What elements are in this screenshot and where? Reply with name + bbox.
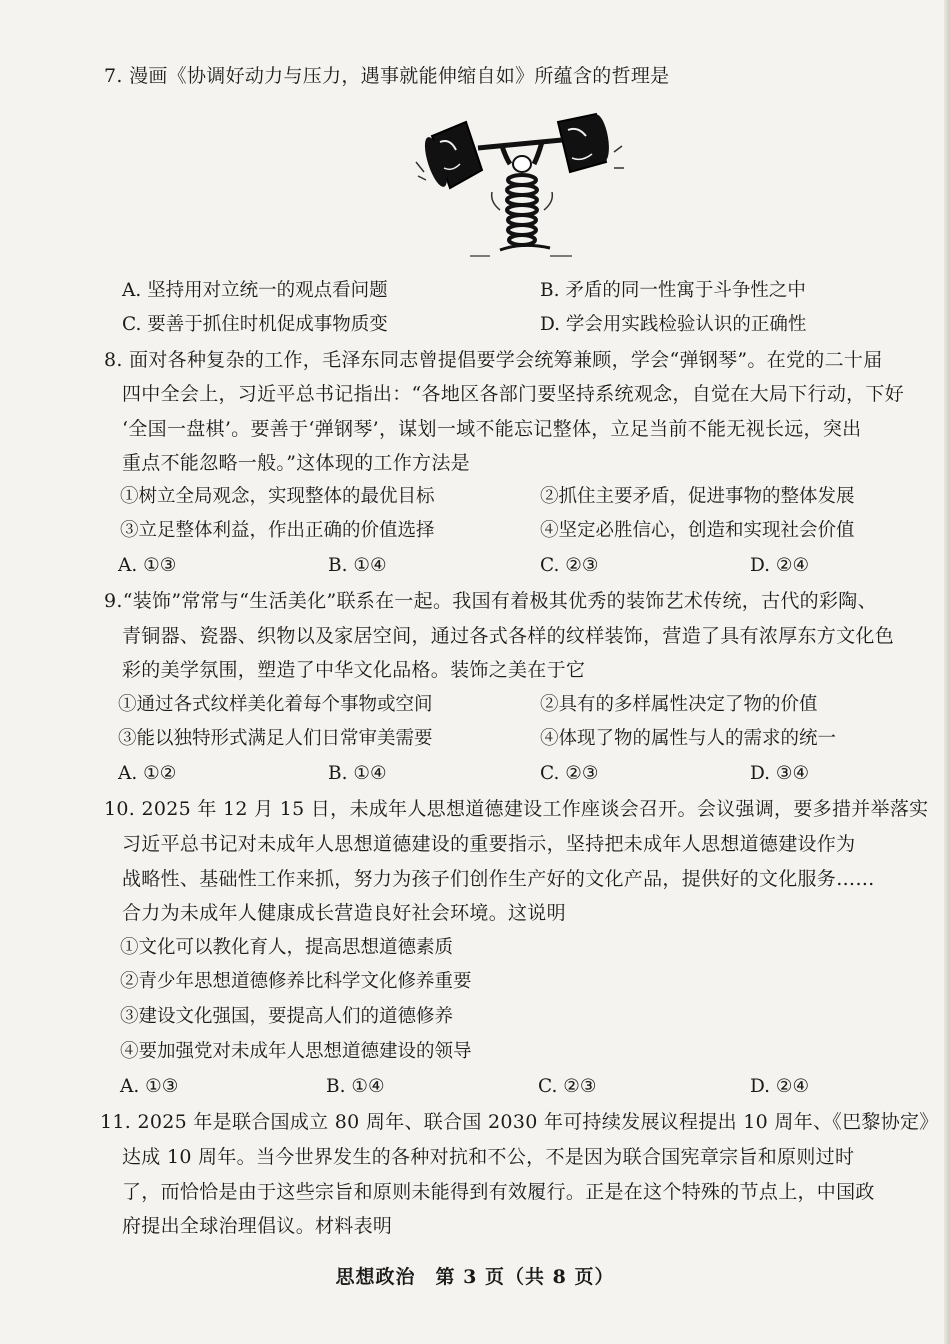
q8-statement-4: ④坚定必胜信心，创造和实现社会价值: [540, 520, 855, 541]
q8-stem-line: 8. 面对各种复杂的工作，毛泽东同志曾提倡要学会统筹兼顾，学会“弹钢琴”。在党的二十届: [104, 349, 883, 371]
q10-option-c: C. ②③: [538, 1076, 597, 1097]
q9-statement-4: ④体现了物的属性与人的需求的统一: [540, 728, 837, 749]
q11-stem-line: 达成 10 周年。当今世界发生的各种对抗和不公，不是因为联合国宪章宗旨和原则过时: [122, 1146, 855, 1168]
page-footer: 思想政治 第 3 页（共 8 页）: [335, 1266, 615, 1288]
q10-option-b: B. ①④: [326, 1076, 385, 1097]
q8-stem-line: 重点不能忽略一般。”这体现的工作方法是: [122, 452, 470, 474]
q10-statement-3: ③建设文化强国，要提高人们的道德修养: [120, 1006, 454, 1027]
q10-option-a: A. ①③: [120, 1076, 179, 1097]
q8-stem-line: ‘全国一盘棋’。要善于‘弹钢琴’，谋划一域不能忘记整体，立足当前不能无视长远，突出: [122, 418, 862, 440]
q7-stem: 7. 漫画《协调好动力与压力，遇事就能伸缩自如》所蕴含的哲理是: [104, 65, 670, 87]
q9-statement-2: ②具有的多样属性决定了物的价值: [540, 694, 818, 715]
q9-option-b: B. ①④: [328, 763, 387, 784]
q10-stem-line: 战略性、基础性工作来抓，努力为孩子们创作生产好的文化产品，提供好的文化服务……: [122, 868, 875, 890]
q11-stem-line: 了，而恰恰是由于这些宗旨和原则未能得到有效履行。正是在这个特殊的节点上，中国政: [122, 1181, 875, 1203]
q9-option-c: C. ②③: [540, 763, 599, 784]
q7-option-a: A. 坚持用对立统一的观点看问题: [122, 280, 388, 301]
q9-option-d: D. ③④: [750, 763, 810, 784]
q10-stem-line: 习近平总书记对未成年人思想道德建设的重要指示，坚持把未成年人思想道德建设作为: [122, 833, 856, 855]
q11-stem-line: 府提出全球治理倡议。材料表明: [122, 1215, 393, 1237]
q11-stem-line: 11. 2025 年是联合国成立 80 周年、联合国 2030 年可持续发展议程提出 10 周年、《巴黎协定》: [100, 1111, 939, 1133]
q8-option-c: C. ②③: [540, 555, 599, 576]
q10-statement-2: ②青少年思想道德修养比科学文化修养重要: [120, 971, 472, 992]
q8-statement-2: ②抓住主要矛盾，促进事物的整体发展: [540, 486, 855, 507]
page-edge-shadow: [944, 0, 950, 1344]
q9-stem-line: 彩的美学氛围，塑造了中华文化品格。装饰之美在于它: [122, 659, 586, 681]
q10-statement-4: ④要加强党对未成年人思想道德建设的领导: [120, 1041, 472, 1062]
q9-stem-line: 9.“装饰”常常与“生活美化”联系在一起。我国有着极其优秀的装饰艺术传统，古代的彩陶、: [104, 590, 877, 612]
cartoon-weightlifter-spring: [410, 92, 630, 262]
q9-statement-3: ③能以独特形式满足人们日常审美需要: [118, 728, 433, 749]
q10-statement-1: ①文化可以教化育人，提高思想道德素质: [120, 937, 454, 958]
q8-option-a: A. ①③: [118, 555, 177, 576]
q8-stem-line: 四中全会上，习近平总书记指出：“各地区各部门要坚持系统观念，自觉在大局下行动，下好: [122, 383, 905, 405]
q10-stem-line: 10. 2025 年 12 月 15 日，未成年人思想道德建设工作座谈会召开。会议强调，要多措并举落实: [104, 798, 929, 820]
q7-option-c: C. 要善于抓住时机促成事物质变: [122, 314, 388, 335]
q8-option-d: D. ②④: [750, 555, 810, 576]
q10-option-d: D. ②④: [750, 1076, 810, 1097]
q7-option-d: D. 学会用实践检验认识的正确性: [540, 314, 807, 335]
q9-option-a: A. ①②: [118, 763, 177, 784]
q8-option-b: B. ①④: [328, 555, 387, 576]
q8-statement-1: ①树立全局观念，实现整体的最优目标: [120, 486, 435, 507]
q9-stem-line: 青铜器、瓷器、织物以及家居空间，通过各式各样的纹样装饰，营造了具有浓厚东方文化色: [122, 625, 895, 647]
q9-statement-1: ①通过各式纹样美化着每个事物或空间: [118, 694, 433, 715]
q8-statement-3: ③立足整体利益，作出正确的价值选择: [120, 520, 435, 541]
q10-stem-line: 合力为未成年人健康成长营造良好社会环境。这说明: [122, 902, 566, 924]
q7-option-b: B. 矛盾的同一性寓于斗争性之中: [540, 280, 806, 301]
